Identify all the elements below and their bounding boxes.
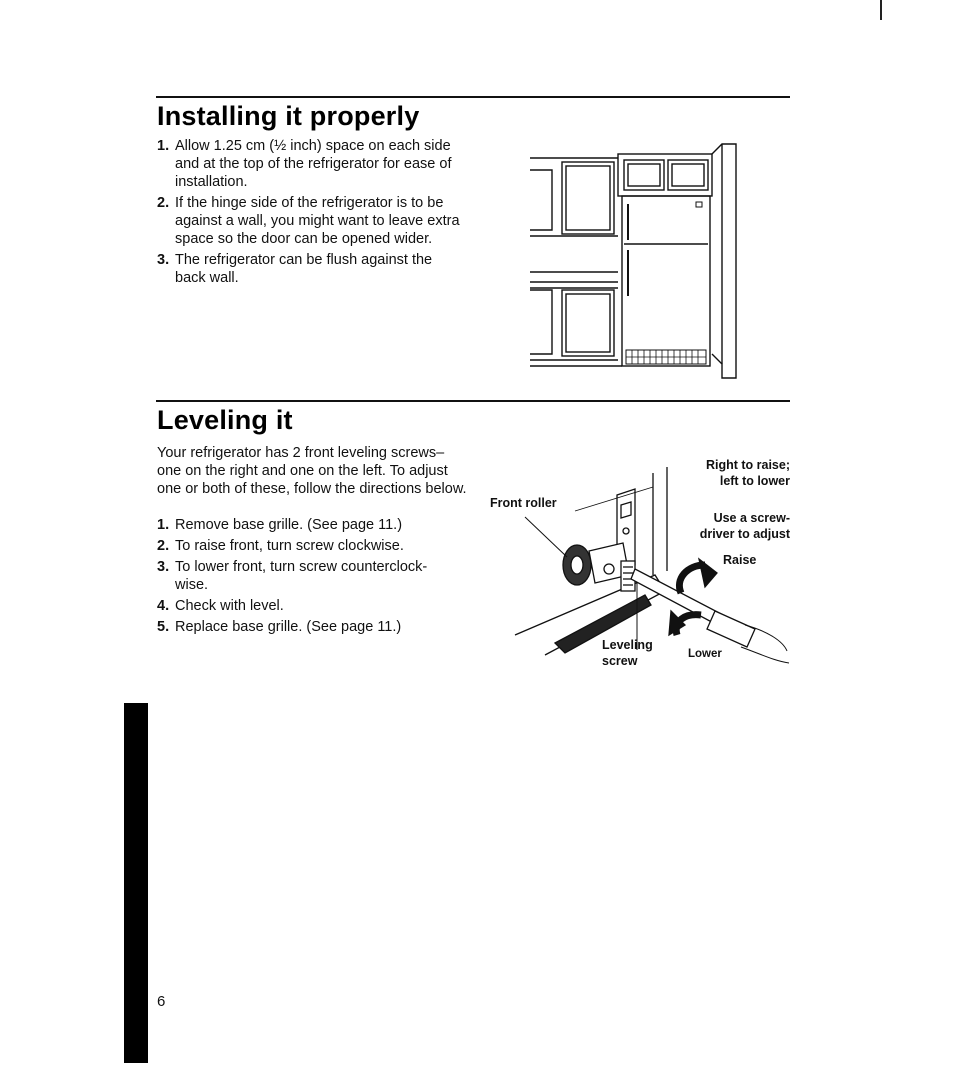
label-use-screwdriver: Use a screw-driver to adjust <box>699 511 790 541</box>
label-raise: Raise <box>723 553 757 567</box>
list-item: 3. To lower front, turn screw counterclock-wise. <box>157 559 428 593</box>
list-item: 2. To raise front, turn screw clockwise. <box>157 538 404 554</box>
list-item: 2. If the hinge side of the refrigerator is to be against a wall, you might want to leave extra space so the door can be opened wider. <box>157 195 460 247</box>
page-edge-mark <box>880 0 882 20</box>
list-item: 1. Remove base grille. (See page 11.) <box>157 517 403 533</box>
section-rule-installing <box>156 96 790 98</box>
list-item: 3. The refrigerator can be flush against the back wall. <box>157 252 433 286</box>
label-leveling-screw: Leveling screw <box>602 638 653 668</box>
list-item: 5. Replace base grille. (See page 11.) <box>157 619 402 635</box>
leveling-steps-list <box>157 516 457 639</box>
section-rule-leveling <box>156 400 790 402</box>
page-number: 6 <box>157 993 166 1010</box>
thumb-tab-bar <box>124 703 148 1063</box>
list-item: 4. Check with level. <box>157 598 284 614</box>
heading-leveling: Leveling it <box>157 405 293 435</box>
install-steps-list <box>157 137 462 290</box>
label-front-roller: Front roller <box>490 496 557 510</box>
label-right-left: Right to raise; left to lower <box>705 458 790 488</box>
leveling-intro: Your refrigerator has 2 front leveling screws–one on the right and one on the left. To adjust one or both of these, follow the directions below. <box>157 445 467 497</box>
list-item: 1. Allow 1.25 cm (½ inch) space on each side and at the top of the refrigerator for ease of installation. <box>157 138 452 190</box>
refrigerator-cabinet-illustration <box>528 140 743 380</box>
heading-installing: Installing it properly <box>157 101 420 131</box>
label-lower: Lower <box>688 648 722 660</box>
